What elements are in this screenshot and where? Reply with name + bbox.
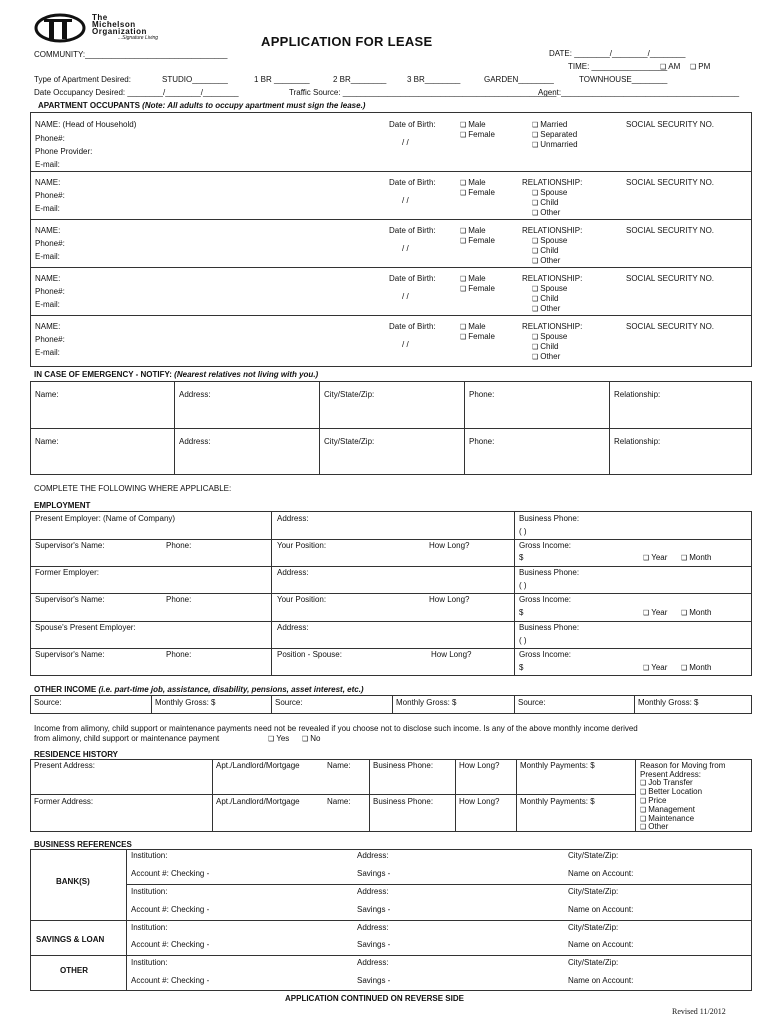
gross-income-field[interactable]: Gross Income:: [519, 541, 572, 550]
revision-date: Revised 11/2012: [672, 1007, 726, 1016]
ref-city-field[interactable]: City/State/Zip:: [568, 923, 619, 932]
business-phone-paren: ( ): [519, 636, 527, 645]
ssn-field[interactable]: SOCIAL SECURITY NO.: [626, 274, 715, 283]
townhouse-field[interactable]: TOWNHOUSE________: [579, 75, 668, 84]
institution-field[interactable]: Institution:: [131, 958, 168, 967]
supervisor-name-field[interactable]: Supervisor's Name:: [35, 650, 105, 659]
landlord-phone-field[interactable]: Business Phone:: [373, 761, 434, 770]
date-occupancy-field[interactable]: Date Occupancy Desired: ________/________/________: [34, 88, 239, 97]
landlord-name-field[interactable]: Name:: [327, 761, 351, 770]
gross-income-dollar: $: [519, 663, 524, 672]
logo-line1: The: [92, 13, 108, 22]
male-checkbox[interactable]: ❑ Male: [460, 120, 486, 130]
ref-address-field[interactable]: Address:: [357, 851, 389, 860]
your-position-field[interactable]: Your Position:: [277, 595, 327, 604]
female-checkbox[interactable]: ❑ Female: [460, 188, 495, 198]
savings-account-field[interactable]: Savings -: [357, 869, 391, 878]
emergency-address-field[interactable]: Address:: [179, 390, 211, 399]
other-checkbox[interactable]: ❑ Other: [532, 304, 560, 314]
logo-line2: Michelson: [92, 20, 136, 29]
name-on-account-field[interactable]: Name on Account:: [568, 940, 634, 949]
how-long-field[interactable]: How Long?: [459, 761, 500, 770]
agent-field[interactable]: Agent:________________________________________: [538, 88, 740, 97]
dob-label: Date of Birth:: [389, 120, 436, 129]
institution-field[interactable]: Institution:: [131, 887, 168, 896]
female-checkbox[interactable]: ❑ Female: [460, 332, 495, 342]
former-address-field[interactable]: Former Address:: [34, 797, 94, 806]
business-phone-field[interactable]: Business Phone:: [519, 623, 580, 632]
email-field[interactable]: E-mail:: [35, 252, 60, 261]
landlord-field[interactable]: Apt./Landlord/Mortgage: [216, 797, 300, 806]
landlord-name-field[interactable]: Name:: [327, 797, 351, 806]
pm-checkbox[interactable]: ❑ PM: [690, 62, 710, 72]
other-checkbox[interactable]: ❑ Other: [532, 352, 560, 362]
phone-field[interactable]: Phone#:: [35, 335, 65, 344]
phone-field[interactable]: Phone#:: [35, 287, 65, 296]
relationship-label: RELATIONSHIP:: [522, 322, 583, 331]
position-spouse-field[interactable]: Position - Spouse:: [277, 650, 342, 659]
landlord-phone-field[interactable]: Business Phone:: [373, 797, 434, 806]
landlord-field[interactable]: Apt./Landlord/Mortgage: [216, 761, 300, 770]
other-income-gross-field[interactable]: Monthly Gross: $: [396, 698, 457, 707]
income-disclaimer: Income from alimony, child support or maintenance payments need not be revealed if you choose not to disclose such income. Is any of the above monthly income derived: [34, 724, 638, 733]
monthly-payments-field[interactable]: Monthly Payments: $: [520, 761, 595, 770]
child-checkbox[interactable]: ❑ Child: [532, 342, 558, 352]
emergency-relationship-field[interactable]: Relationship:: [614, 437, 661, 446]
employer-address-field[interactable]: Address:: [277, 568, 309, 577]
am-checkbox[interactable]: ❑ AM: [660, 62, 680, 72]
relationship-label: RELATIONSHIP:: [522, 226, 583, 235]
spouse-employer-field[interactable]: Spouse's Present Employer:: [35, 623, 136, 632]
child-checkbox[interactable]: ❑ Child: [532, 246, 558, 256]
email-field[interactable]: E-mail:: [35, 160, 60, 169]
other-income-gross-field[interactable]: Monthly Gross: $: [155, 698, 216, 707]
occupants-heading: APARTMENT OCCUPANTS (Note: All adults to occupy apartment must sign the lease.): [38, 101, 366, 110]
name-field[interactable]: NAME:: [35, 226, 61, 235]
gross-income-field[interactable]: Gross Income:: [519, 650, 572, 659]
yes-checkbox[interactable]: ❑ Yes: [268, 734, 289, 744]
page-title: APPLICATION FOR LEASE: [261, 34, 433, 49]
phone-field[interactable]: Phone#:: [35, 239, 65, 248]
name-on-account-field[interactable]: Name on Account:: [568, 976, 634, 985]
relationship-label: RELATIONSHIP:: [522, 178, 583, 187]
1br-field[interactable]: 1 BR ________: [254, 75, 310, 84]
reason-label: Reason for Moving from: [640, 761, 726, 770]
business-phone-field[interactable]: Business Phone:: [519, 568, 580, 577]
year-checkbox[interactable]: ❑ Year: [643, 663, 667, 673]
name-on-account-field[interactable]: Name on Account:: [568, 905, 634, 914]
logo-line3: Organization: [92, 27, 147, 36]
phone-field[interactable]: Phone#:: [35, 191, 65, 200]
ssn-field[interactable]: SOCIAL SECURITY NO.: [626, 120, 715, 129]
reason-label-2: Present Address:: [640, 770, 701, 779]
apartment-type-label: Type of Apartment Desired:: [34, 75, 131, 84]
emergency-city-field[interactable]: City/State/Zip:: [324, 437, 375, 446]
traffic-source-field[interactable]: Traffic Source: ________________________________________________: [289, 88, 557, 97]
dob-label: Date of Birth:: [389, 322, 436, 331]
spouse-checkbox[interactable]: ❑ Spouse: [532, 284, 567, 294]
gross-income-dollar: $: [519, 553, 524, 562]
emergency-name-field[interactable]: Name:: [35, 390, 59, 399]
name-field[interactable]: NAME:: [35, 178, 61, 187]
month-checkbox[interactable]: ❑ Month: [681, 608, 711, 618]
male-checkbox[interactable]: ❑ Male: [460, 274, 486, 284]
name-on-account-field[interactable]: Name on Account:: [568, 869, 634, 878]
management-checkbox[interactable]: ❑ Management: [640, 805, 695, 815]
unmarried-checkbox[interactable]: ❑ Unmarried: [532, 140, 578, 150]
other-reason-checkbox[interactable]: ❑ Other: [640, 822, 668, 832]
savings-account-field[interactable]: Savings -: [357, 976, 391, 985]
dob-field[interactable]: / /: [402, 196, 409, 205]
no-checkbox[interactable]: ❑ No: [302, 734, 320, 744]
maintenance-checkbox[interactable]: ❑ Maintenance: [640, 814, 694, 824]
business-phone-paren: ( ): [519, 527, 527, 536]
email-field[interactable]: E-mail:: [35, 348, 60, 357]
female-checkbox[interactable]: ❑ Female: [460, 236, 495, 246]
business-phone-paren: ( ): [519, 581, 527, 590]
savings-account-field[interactable]: Savings -: [357, 940, 391, 949]
income-disclaimer-2: from alimony, child support or maintenance payment: [34, 734, 220, 743]
month-checkbox[interactable]: ❑ Month: [681, 553, 711, 563]
present-employer-field[interactable]: Present Employer: (Name of Company): [35, 514, 176, 523]
phone-provider-field[interactable]: Phone Provider:: [35, 147, 93, 156]
dob-label: Date of Birth:: [389, 274, 436, 283]
checking-account-field[interactable]: Account #: Checking -: [131, 940, 210, 949]
former-employer-field[interactable]: Former Employer:: [35, 568, 100, 577]
male-checkbox[interactable]: ❑ Male: [460, 178, 486, 188]
checking-account-field[interactable]: Account #: Checking -: [131, 905, 210, 914]
email-field[interactable]: E-mail:: [35, 204, 60, 213]
logo-mark-icon: [34, 13, 86, 43]
year-checkbox[interactable]: ❑ Year: [643, 608, 667, 618]
supervisor-name-field[interactable]: Supervisor's Name:: [35, 595, 105, 604]
name-field[interactable]: NAME:: [35, 274, 61, 283]
dob-label: Date of Birth:: [389, 226, 436, 235]
other-checkbox[interactable]: ❑ Other: [532, 256, 560, 266]
other-income-source-field[interactable]: Source:: [34, 698, 62, 707]
spouse-checkbox[interactable]: ❑ Spouse: [532, 332, 567, 342]
how-long-field[interactable]: How Long?: [429, 541, 470, 550]
dob-field[interactable]: / /: [402, 244, 409, 253]
ssn-field[interactable]: SOCIAL SECURITY NO.: [626, 178, 715, 187]
checking-account-field[interactable]: Account #: Checking -: [131, 976, 210, 985]
savings-account-field[interactable]: Savings -: [357, 905, 391, 914]
ref-city-field[interactable]: City/State/Zip:: [568, 851, 619, 860]
separated-checkbox[interactable]: ❑ Separated: [532, 130, 577, 140]
male-checkbox[interactable]: ❑ Male: [460, 322, 486, 332]
female-checkbox[interactable]: ❑ Female: [460, 284, 495, 294]
other-income-gross-field[interactable]: Monthly Gross: $: [638, 698, 699, 707]
studio-field[interactable]: STUDIO________: [162, 75, 228, 84]
ref-city-field[interactable]: City/State/Zip:: [568, 958, 619, 967]
emergency-name-field[interactable]: Name:: [35, 437, 59, 446]
price-checkbox[interactable]: ❑ Price: [640, 796, 666, 806]
phone-field[interactable]: Phone#:: [35, 134, 65, 143]
job-transfer-checkbox[interactable]: ❑ Job Transfer: [640, 778, 693, 788]
continued-note: APPLICATION CONTINUED ON REVERSE SIDE: [285, 994, 464, 1003]
how-long-field[interactable]: How Long?: [431, 650, 472, 659]
married-checkbox[interactable]: ❑ Married: [532, 120, 567, 130]
logo-tagline: ...Signature Living: [118, 35, 159, 41]
3br-field[interactable]: 3 BR________: [407, 75, 461, 84]
child-checkbox[interactable]: ❑ Child: [532, 198, 558, 208]
monthly-payments-field[interactable]: Monthly Payments: $: [520, 797, 595, 806]
date-field[interactable]: DATE: ________/________/________: [549, 49, 686, 58]
ref-address-field[interactable]: Address:: [357, 923, 389, 932]
email-field[interactable]: E-mail:: [35, 300, 60, 309]
dob-field[interactable]: / /: [402, 340, 409, 349]
ref-city-field[interactable]: City/State/Zip:: [568, 887, 619, 896]
gross-income-dollar: $: [519, 608, 524, 617]
child-checkbox[interactable]: ❑ Child: [532, 294, 558, 304]
emergency-city-field[interactable]: City/State/Zip:: [324, 390, 375, 399]
business-references-heading: BUSINESS REFERENCES: [34, 840, 132, 849]
ssn-field[interactable]: SOCIAL SECURITY NO.: [626, 226, 715, 235]
name-field[interactable]: NAME:: [35, 322, 61, 331]
employment-heading: EMPLOYMENT: [34, 501, 91, 510]
other-income-source-field[interactable]: Source:: [518, 698, 546, 707]
ssn-field[interactable]: SOCIAL SECURITY NO.: [626, 322, 715, 331]
time-field[interactable]: TIME: _________________: [568, 62, 668, 71]
dob-field[interactable]: / /: [402, 138, 409, 147]
your-position-field[interactable]: Your Position:: [277, 541, 327, 550]
supervisor-name-field[interactable]: Supervisor's Name:: [35, 541, 105, 550]
other-checkbox[interactable]: ❑ Other: [532, 208, 560, 218]
dob-label: Date of Birth:: [389, 178, 436, 187]
other-income-source-field[interactable]: Source:: [275, 698, 303, 707]
ref-address-field[interactable]: Address:: [357, 887, 389, 896]
present-address-field[interactable]: Present Address:: [34, 761, 95, 770]
gross-income-field[interactable]: Gross Income:: [519, 595, 572, 604]
institution-field[interactable]: Institution:: [131, 851, 168, 860]
2br-field[interactable]: 2 BR________: [333, 75, 387, 84]
emergency-address-field[interactable]: Address:: [179, 437, 211, 446]
dob-field[interactable]: / /: [402, 292, 409, 301]
better-location-checkbox[interactable]: ❑ Better Location: [640, 787, 702, 797]
employer-address-field[interactable]: Address:: [277, 623, 309, 632]
spouse-checkbox[interactable]: ❑ Spouse: [532, 188, 567, 198]
emergency-phone-field[interactable]: Phone:: [469, 390, 495, 399]
supervisor-phone-field[interactable]: Phone:: [166, 541, 192, 550]
how-long-field[interactable]: How Long?: [429, 595, 470, 604]
spouse-checkbox[interactable]: ❑ Spouse: [532, 236, 567, 246]
checking-account-field[interactable]: Account #: Checking -: [131, 869, 210, 878]
complete-instruction: COMPLETE THE FOLLOWING WHERE APPLICABLE:: [34, 484, 232, 493]
banks-label: BANK(S): [56, 877, 90, 886]
emergency-phone-field[interactable]: Phone:: [469, 437, 495, 446]
residence-heading: RESIDENCE HISTORY: [34, 750, 119, 759]
employer-address-field[interactable]: Address:: [277, 514, 309, 523]
community-field[interactable]: COMMUNITY:________________________________: [34, 50, 228, 59]
savings-loan-label: SAVINGS & LOAN: [36, 935, 105, 944]
institution-field[interactable]: Institution:: [131, 923, 168, 932]
how-long-field[interactable]: How Long?: [459, 797, 500, 806]
relationship-label: RELATIONSHIP:: [522, 274, 583, 283]
business-phone-field[interactable]: Business Phone:: [519, 514, 580, 523]
month-checkbox[interactable]: ❑ Month: [681, 663, 711, 673]
emergency-heading: IN CASE OF EMERGENCY - NOTIFY: (Nearest relatives not living with you.): [34, 370, 319, 379]
emergency-relationship-field[interactable]: Relationship:: [614, 390, 661, 399]
male-checkbox[interactable]: ❑ Male: [460, 226, 486, 236]
year-checkbox[interactable]: ❑ Year: [643, 553, 667, 563]
name-hoh-field[interactable]: NAME: (Head of Household): [35, 120, 137, 129]
supervisor-phone-field[interactable]: Phone:: [166, 595, 192, 604]
other-ref-label: OTHER: [60, 966, 88, 975]
supervisor-phone-field[interactable]: Phone:: [166, 650, 192, 659]
female-checkbox[interactable]: ❑ Female: [460, 130, 495, 140]
ref-address-field[interactable]: Address:: [357, 958, 389, 967]
garden-field[interactable]: GARDEN________: [484, 75, 554, 84]
other-income-heading: OTHER INCOME (i.e. part-time job, assistance, disability, pensions, asset interest, etc.): [34, 685, 364, 694]
